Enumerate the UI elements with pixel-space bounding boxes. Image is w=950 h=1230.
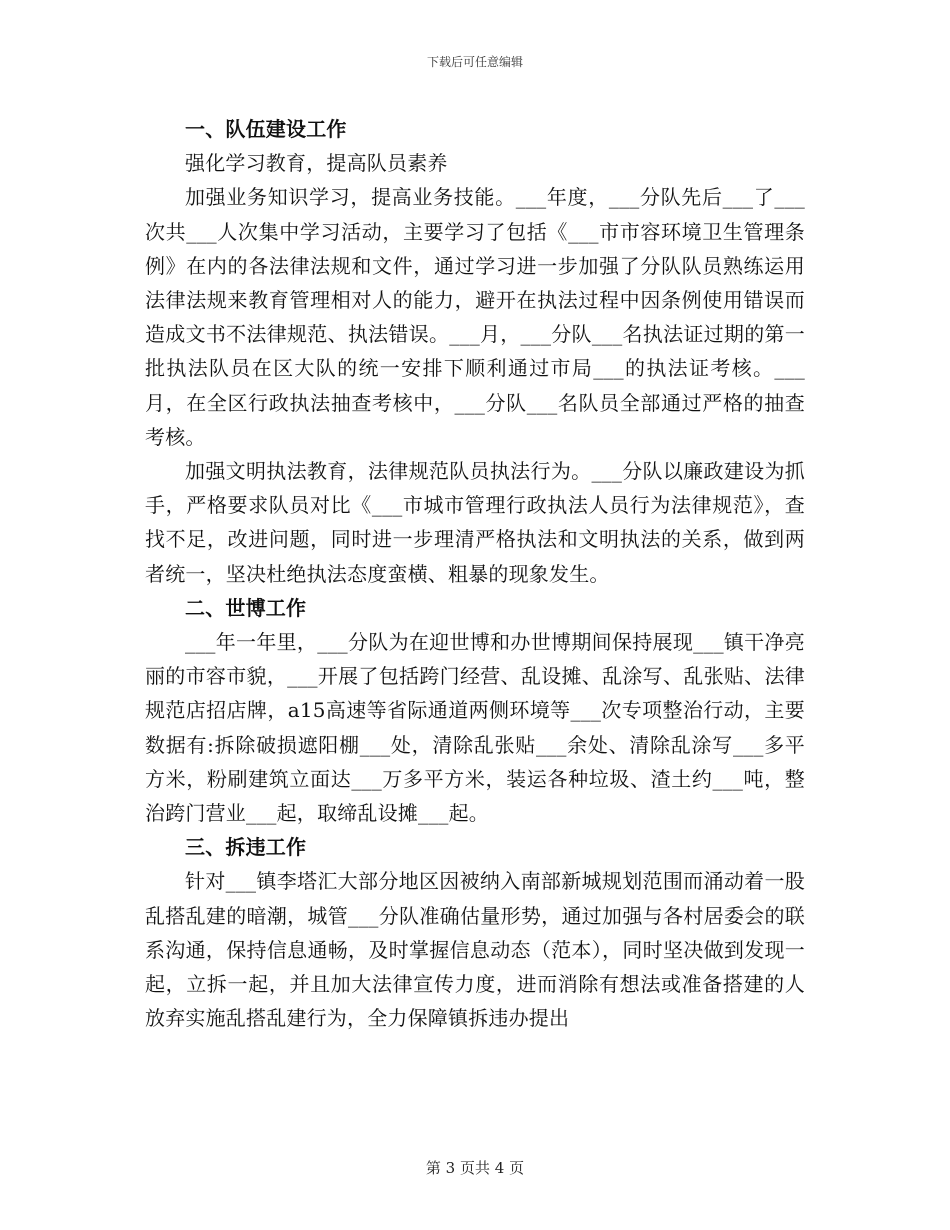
page-footer: 第 3 页共 4 页 <box>425 1159 525 1177</box>
paragraph: 加强业务知识学习，提高业务技能。___年度，___分队先后___了___次共___人次集中学习活动，主要学习了包括《___市市容环境卫生管理条例》在内的各法律法规和文件，通过学习进一步加强了分队队员熟练运用法律法规来教育管理相对人的能力，避开在执法过程中因条例使用错误而造成文书不法律规范、执法错误。___月，___分队___名执法证过期的第一批执法队员在区大队的统一安排下顺利通过市局___的执法证考核。___月，在全区行政执法抽查考核中，___分队___名队员全部通过严格的抽查考核。 <box>145 185 805 449</box>
paragraph: ___年一年里，___分队为在迎世博和办世博期间保持展现___镇干净亮丽的市容市貌，___开展了包括跨门经营、乱设摊、乱涂写、乱张贴、法律规范店招店牌，a15高速等省际通道两侧环境等___次专项整治行动，主要数据有:拆除破损遮阳棚___处，清除乱张贴___余处、清除乱涂写___多平方米，粉刷建筑立面达___万多平方米，装运各种垃圾、渣土约___吨，整治跨门营业___起，取缔乱设摊___起。 <box>145 630 805 826</box>
paragraph: 针对___镇李塔汇大部分地区因被纳入南部新城规划范围而涌动着一股乱搭乱建的暗潮，城管___分队准确估量形势，通过加强与各村居委会的联系沟通，保持信息通畅，及时掌握信息动态（范本），同时坚决做到发现一起，立拆一起，并且加大法律宣传力度，进而消除有想法或准备搭建的人放弃实施乱搭乱建行为，全力保障镇拆违办提出 <box>145 869 805 1031</box>
document-body <box>145 112 805 1035</box>
section-heading: 二、世博工作 <box>185 595 307 620</box>
section-heading: 一、队伍建设工作 <box>185 117 347 141</box>
page-header: 下载后可任意编辑 <box>426 55 523 69</box>
section-heading: 三、拆违工作 <box>185 835 307 860</box>
paragraph: 强化学习教育，提高队员素养 <box>185 151 448 176</box>
paragraph: 加强文明执法教育，法律规范队员执法行为。___分队以廉政建设为抓手，严格要求队员对比《___市城市管理行政执法人员行为法律规范》，查找不足，改进问题，同时进一步理清严格执法和文明执法的关系，做到两者统一，坚决杜绝执法态度蛮横、粗暴的现象发生。 <box>145 459 805 586</box>
